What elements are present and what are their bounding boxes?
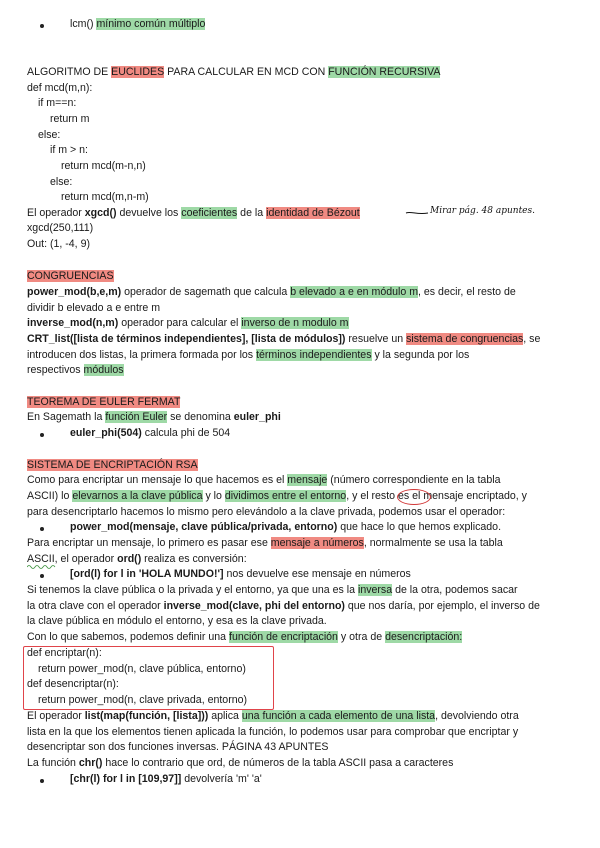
- rsa-p3c: la clave pública en módulo el entorno, y esa es la clave privada.: [27, 615, 327, 627]
- xgcd-pre: El operador: [27, 207, 85, 219]
- b2-desc: nos devuelve ese mensaje en números: [223, 568, 411, 580]
- crt-end: , se: [523, 333, 541, 345]
- algo-heading-recursive: FUNCIÓN RECURSIVA: [328, 66, 441, 78]
- p1b-pre: ASCII) lo: [27, 490, 73, 502]
- p2a-hl: mensaje a números: [270, 537, 364, 549]
- congruencias-title: CONGRUENCIAS: [27, 270, 114, 282]
- b1-desc: que hace lo que hemos explicado.: [337, 521, 502, 533]
- lcm-code: lcm(): [70, 18, 94, 30]
- p1b-hl1: elevarnos a la clave pública: [72, 490, 203, 502]
- p1b-hl2: dividimos entre el entorno: [224, 490, 347, 502]
- p1a-end: (número correspondiente en la tabla: [327, 474, 501, 486]
- inverse-mod-mid: operador para calcular el: [118, 317, 242, 329]
- p1a-hl: mensaje: [287, 474, 328, 486]
- rsa-p5b: lista en la que los elementos tienen aplicada la función, lo podemos usar para comprobar que encriptar y: [27, 726, 519, 738]
- p4-hl1: función de encriptación: [229, 631, 338, 643]
- rsa-p1a: [27, 474, 500, 487]
- p3a-end: de la otra, podemos sacar: [392, 584, 518, 596]
- xgcd-bezout: identidad de Bézout: [266, 207, 360, 219]
- arrow-dash-icon: [405, 210, 429, 216]
- xgcd-line: [27, 207, 360, 220]
- rsa-bullet3: [70, 773, 262, 786]
- inverse-mod-line: [27, 317, 349, 330]
- crt-mid: resuelve un: [345, 333, 407, 345]
- power-mod-line: [27, 286, 516, 299]
- lcm-desc: mínimo común múltiplo: [96, 18, 206, 30]
- rsa-p3b: [27, 600, 540, 613]
- crt-line: [27, 333, 540, 346]
- circle-annotation: [397, 489, 431, 505]
- euler-op: euler_phi: [233, 411, 281, 423]
- code-line: if m==n:: [38, 97, 77, 109]
- b2-op: [ord(l) for l in 'HOLA MUNDO!']: [70, 568, 224, 580]
- p3b-pre: la otra clave con el operador: [27, 600, 164, 612]
- p3a-pre: Si tenemos la clave pública o la privada y el entorno, ya que una es la: [27, 584, 358, 596]
- power-mod-line2: dividir b elevado a e entre m: [27, 302, 161, 314]
- p2a-end: , normalmente se usa la tabla: [363, 537, 503, 549]
- code-line: return mcd(m,n-m): [61, 191, 149, 203]
- code-line: def desencriptar(n):: [27, 678, 119, 690]
- p6-op: chr(): [78, 757, 103, 769]
- power-mod-hl: b elevado a e en módulo m: [290, 286, 419, 298]
- rsa-bullet2: [70, 568, 411, 581]
- code-line: def mcd(m,n):: [27, 82, 93, 94]
- p1b-mid2: , y el: [346, 490, 372, 502]
- inverse-mod-op: inverse_mod(n,m): [27, 317, 119, 329]
- p3b-end: que nos daría, por ejemplo, el inverso de: [344, 600, 540, 612]
- power-mod-mid: operador de sagemath que calcula: [121, 286, 291, 298]
- p2a-pre: Para encriptar un mensaje, lo primero es pasar ese: [27, 537, 271, 549]
- code-line: return m: [50, 113, 90, 125]
- xgcd-mid: devuelve los: [116, 207, 182, 219]
- crt-line3: [27, 364, 124, 377]
- bullet-dot: [40, 779, 44, 783]
- crt-hl: sistema de congruencias: [406, 333, 524, 345]
- p2b-ascii: ASCII: [27, 553, 55, 565]
- p5a-hl: una función a cada elemento de una lista: [241, 710, 436, 722]
- p1b-resto: resto: [371, 490, 396, 502]
- code-line: return mcd(m-n,n): [61, 160, 146, 172]
- handwritten-note: Mirar pág. 48 apuntes.: [430, 206, 535, 216]
- rsa-bullet1: [70, 521, 501, 534]
- code-line: return power_mod(n, clave pública, entorno): [38, 663, 246, 675]
- p6-end: hace lo contrario que ord, de números de la tabla ASCII pasa a caracteres: [102, 757, 454, 769]
- bullet-dot: [40, 433, 44, 437]
- code-line: def encriptar(n):: [27, 647, 102, 659]
- code-line: else:: [38, 129, 61, 141]
- p5a-pre: El operador: [27, 710, 85, 722]
- p5a-op: list(map(función, [lista])): [84, 710, 209, 722]
- rsa-p5c: desencriptar son dos funciones inversas. PÁGINA 43 APUNTES: [27, 741, 329, 753]
- p1a-pre: Como para encriptar un mensaje lo que hacemos es el: [27, 474, 288, 486]
- bullet-dot: [40, 527, 44, 531]
- euler-title: TEOREMA DE EULER FERMAT: [27, 396, 181, 408]
- rsa-p6: [27, 757, 453, 770]
- algo-heading: [27, 66, 440, 79]
- p5a-end: , devolviendo otra: [435, 710, 519, 722]
- rsa-p1c: para desencriptarlo hacemos lo mismo pero elevándolo a la clave privada, podemos usar el operador:: [27, 506, 506, 518]
- rsa-p2b: [27, 553, 247, 566]
- crt-line2-pre: introducen dos listas, la primera formada por los: [27, 349, 257, 361]
- b3-op: [chr(l) for l in [109,97]]: [70, 773, 182, 785]
- p2b-end: realiza es conversión:: [141, 553, 247, 565]
- euler-hl: función Euler: [105, 411, 168, 423]
- p2b-op: ord(): [117, 553, 142, 565]
- p4-hl2: desencriptación:: [385, 631, 463, 643]
- p4-mid: y otra de: [337, 631, 386, 643]
- lcm-item: [70, 18, 205, 31]
- crt-line2-end: y la segunda por los: [371, 349, 470, 361]
- spellcheck-underline: [27, 564, 57, 569]
- euler-item-op: euler_phi(504): [70, 427, 142, 439]
- code-line: if m > n:: [50, 144, 88, 156]
- section-title-rsa: [27, 459, 198, 472]
- euler-pre: En Sagemath la: [27, 411, 106, 423]
- crt-op: CRT_list([lista de términos independientes], [lista de módulos]): [27, 333, 346, 345]
- p1b-end: es el mensaje encriptado, y: [395, 490, 527, 502]
- p5a-mid: aplica: [208, 710, 242, 722]
- rsa-p4: [27, 631, 462, 644]
- algo-heading-mid: PARA CALCULAR EN MCD CON: [164, 66, 329, 78]
- section-title-euler: [27, 396, 180, 409]
- xgcd-mid2: de la: [237, 207, 267, 219]
- rsa-p2a: [27, 537, 503, 550]
- rsa-p5a: [27, 710, 519, 723]
- crt-line2-hl: términos independientes: [256, 349, 372, 361]
- xgcd-coef: coeficientes: [181, 207, 238, 219]
- bullet-dot: [40, 574, 44, 578]
- power-mod-end: , es decir, el resto de: [418, 286, 516, 298]
- b3-desc: devolvería 'm' 'a': [181, 773, 262, 785]
- section-title-congruencias: [27, 270, 114, 283]
- crt-line3-pre: respectivos: [27, 364, 84, 376]
- inverse-mod-hl: inverso de n modulo m: [241, 317, 349, 329]
- euler-item: [70, 427, 230, 440]
- crt-line2: [27, 349, 469, 362]
- code-line: return power_mod(n, clave privada, entorno): [38, 694, 248, 706]
- rsa-title: SISTEMA DE ENCRIPTACIÓN RSA: [27, 459, 198, 471]
- xgcd-op: xgcd(): [84, 207, 117, 219]
- code-line: else:: [50, 176, 73, 188]
- euler-line: [27, 411, 281, 424]
- p3a-hl: inversa: [357, 584, 393, 596]
- xgcd-output: Out: (1, -4, 9): [27, 238, 90, 250]
- p3b-op: inverse_mod(clave, phi del entorno): [163, 600, 345, 612]
- rsa-p3a: [27, 584, 518, 597]
- bullet-dot: [40, 24, 44, 28]
- euler-mid: se denomina: [167, 411, 234, 423]
- power-mod-op: power_mod(b,e,m): [27, 286, 122, 298]
- b1-op: power_mod(mensaje, clave pública/privada, entorno): [70, 521, 338, 533]
- p1b-mid: y lo: [202, 490, 225, 502]
- euler-item-desc: calcula phi de 504: [141, 427, 231, 439]
- p2b-mid: , el operador: [54, 553, 118, 565]
- algo-heading-pre: ALGORITMO DE: [27, 66, 112, 78]
- p6-pre: La función: [27, 757, 79, 769]
- algo-heading-euclides: EUCLIDES: [111, 66, 165, 78]
- rsa-p1b: [27, 490, 527, 503]
- crt-line3-hl: módulos: [83, 364, 124, 376]
- xgcd-call: xgcd(250,111): [27, 222, 94, 234]
- p4-pre: Con lo que sabemos, podemos definir una: [27, 631, 229, 643]
